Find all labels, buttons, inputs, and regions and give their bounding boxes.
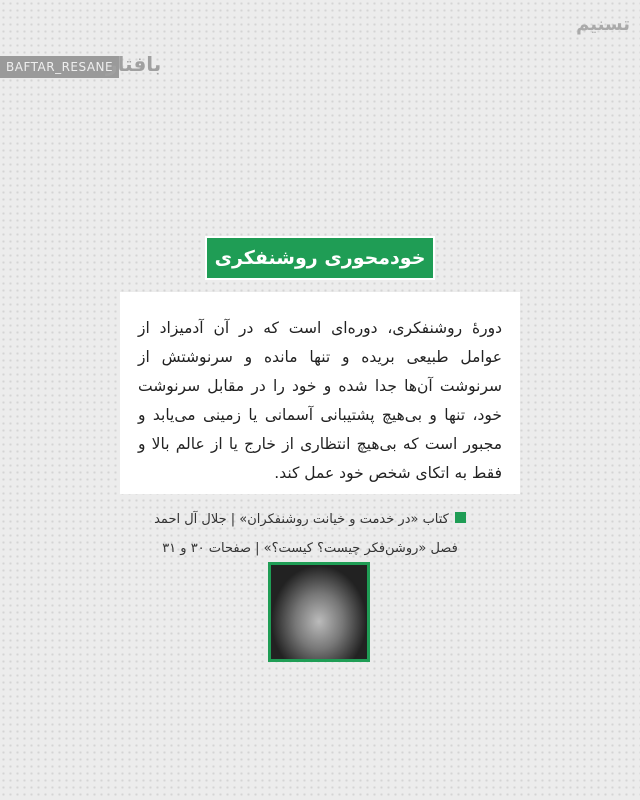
author-photo — [268, 562, 370, 662]
citation-chapter: فصل «روشن‌فکر چیست؟ کیست؟» | صفحات ۳۰ و ۳۱ — [162, 541, 458, 556]
brand-logo: بافتار — [106, 52, 162, 76]
citation-book: کتاب «در خدمت و خیانت روشنفکران» | جلال آل احمد — [154, 512, 449, 527]
citation — [140, 505, 480, 563]
bullet-square-icon — [455, 512, 466, 523]
page-title: خودمحوری روشنفکری — [207, 238, 433, 278]
watermark-logo: تسنیم — [576, 14, 630, 35]
handle-badge: BAFTAR_RESANE — [0, 56, 119, 78]
quote-text: دورۀ روشنفکری، دوره‌ای است که در آن آدمیزاد از عوامل طبیعی بریده و تنها مانده و سرنوشتش از سرنوشت آن‌ها جدا شده و خود را در مقابل سرنوشت خود، تنها و بی‌هیچ پشتیبانی آسمانی یا زمینی می‌یابد و مجبور است که بی‌هیچ انتظاری از خارج یا از عالم بالا و فقط به اتکای شخص خود عمل کند. — [120, 292, 520, 494]
